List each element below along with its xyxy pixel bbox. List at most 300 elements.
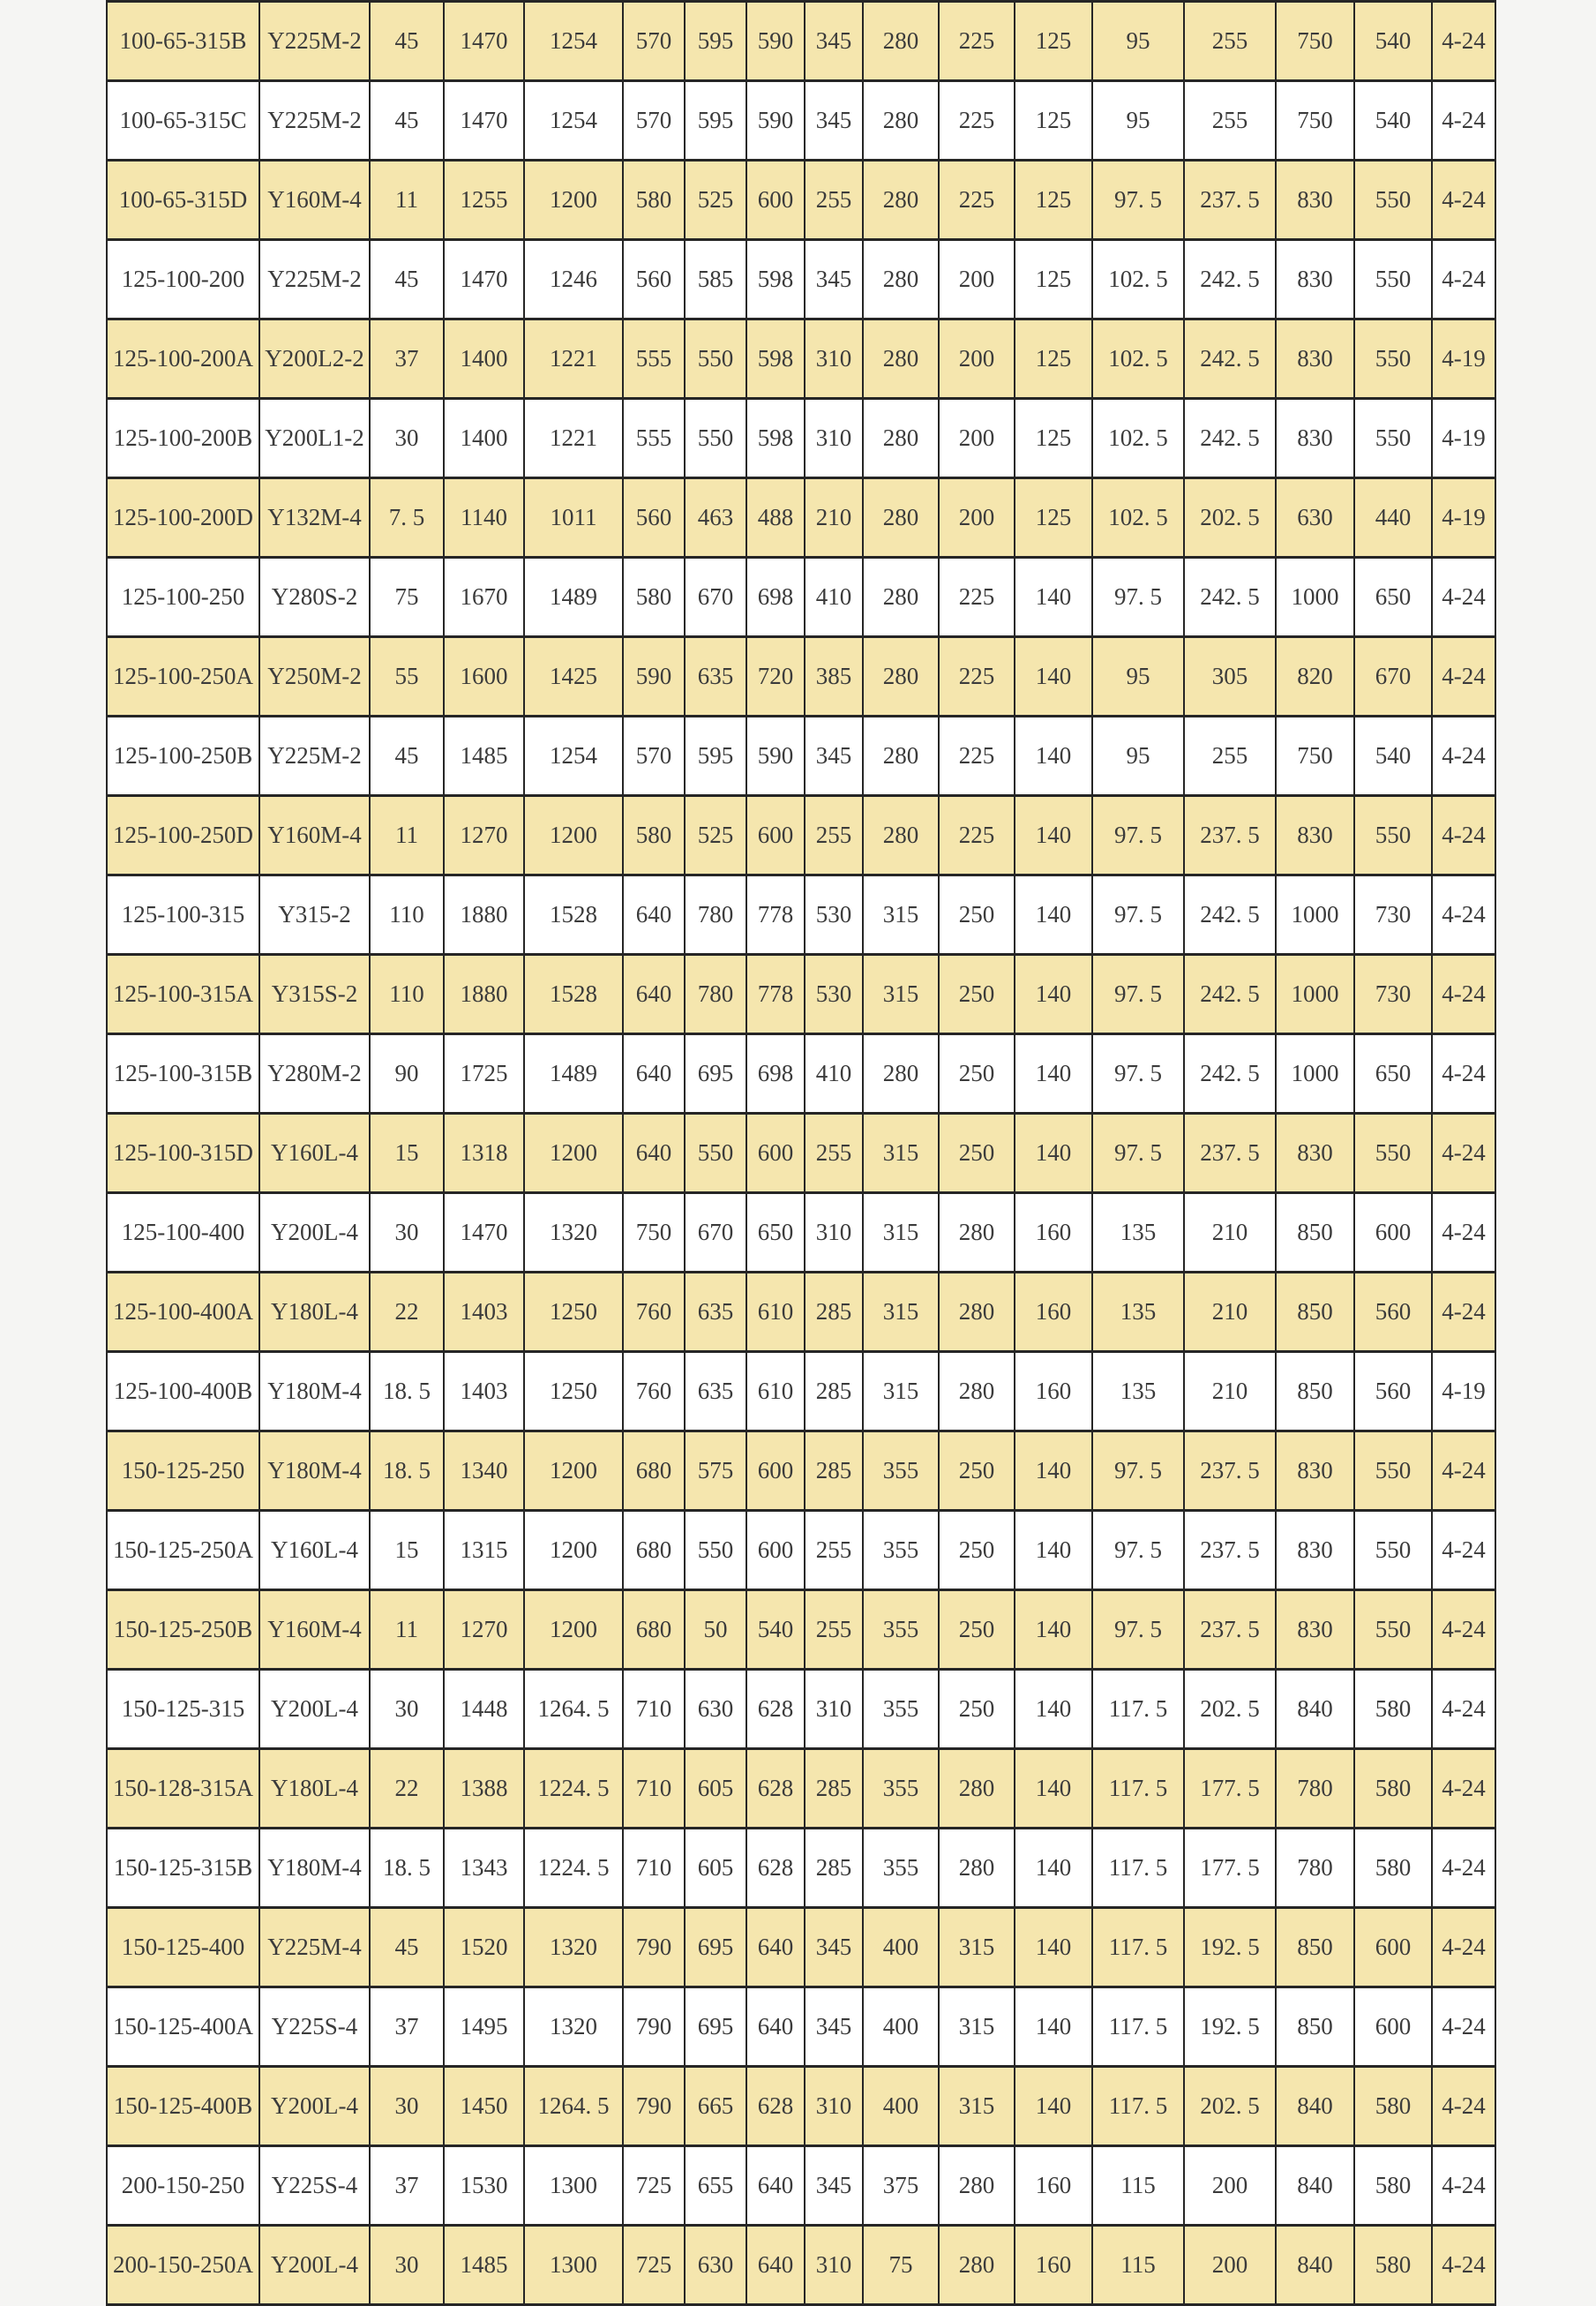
motor-model-cell: Y180M-4 <box>259 1829 370 1908</box>
value-cell: 75 <box>863 2226 939 2305</box>
value-cell: 590 <box>746 81 805 161</box>
table-row <box>107 319 1495 399</box>
value-cell: 160 <box>1015 2146 1092 2226</box>
table-row <box>107 161 1495 240</box>
value-cell: 310 <box>805 2226 863 2305</box>
value-cell: 355 <box>863 1749 939 1829</box>
value-cell: 440 <box>1354 478 1432 558</box>
value-cell: 1485 <box>444 2226 524 2305</box>
value-cell: 125 <box>1015 81 1092 161</box>
value-cell: 595 <box>685 2 746 81</box>
value-cell: 140 <box>1015 955 1092 1034</box>
value-cell: 550 <box>1354 1114 1432 1193</box>
value-cell: 750 <box>623 1193 685 1273</box>
table-row <box>107 1193 1495 1273</box>
value-cell: 97. 5 <box>1092 875 1184 955</box>
value-cell: 345 <box>805 1987 863 2067</box>
value-cell: 202. 5 <box>1184 1670 1276 1749</box>
pump-model-cell: 150-125-250 <box>107 1431 259 1511</box>
value-cell: 1224. 5 <box>524 1829 623 1908</box>
motor-model-cell: Y200L-4 <box>259 2226 370 2305</box>
value-cell: 18. 5 <box>370 1352 444 1431</box>
value-cell: 97. 5 <box>1092 796 1184 875</box>
value-cell: 1448 <box>444 1670 524 1749</box>
value-cell: 110 <box>370 955 444 1034</box>
value-cell: 600 <box>746 1114 805 1193</box>
value-cell: 698 <box>746 1034 805 1114</box>
value-cell: 580 <box>1354 1670 1432 1749</box>
value-cell: 225 <box>939 717 1015 796</box>
motor-model-cell: Y280S-2 <box>259 558 370 637</box>
value-cell: 640 <box>746 1908 805 1987</box>
value-cell: 550 <box>1354 399 1432 478</box>
value-cell: 285 <box>805 1273 863 1352</box>
table-row <box>107 1590 1495 1670</box>
value-cell: 250 <box>939 1670 1015 1749</box>
value-cell: 1224. 5 <box>524 1749 623 1829</box>
value-cell: 600 <box>746 1431 805 1511</box>
value-cell: 285 <box>805 1352 863 1431</box>
value-cell: 1255 <box>444 161 524 240</box>
value-cell: 280 <box>939 1749 1015 1829</box>
value-cell: 280 <box>863 240 939 319</box>
value-cell: 75 <box>370 558 444 637</box>
value-cell: 280 <box>863 478 939 558</box>
value-cell: 315 <box>863 1193 939 1273</box>
value-cell: 1200 <box>524 1590 623 1670</box>
table-row <box>107 637 1495 717</box>
value-cell: 750 <box>1276 717 1354 796</box>
value-cell: 225 <box>939 161 1015 240</box>
value-cell: 555 <box>623 319 685 399</box>
value-cell: 590 <box>746 2 805 81</box>
value-cell: 4-24 <box>1432 1670 1495 1749</box>
table-row <box>107 1034 1495 1114</box>
value-cell: 550 <box>1354 240 1432 319</box>
motor-model-cell: Y225S-4 <box>259 2146 370 2226</box>
value-cell: 1400 <box>444 399 524 478</box>
value-cell: 635 <box>685 1352 746 1431</box>
table-row <box>107 399 1495 478</box>
value-cell: 18. 5 <box>370 1829 444 1908</box>
pump-model-cell: 125-100-315A <box>107 955 259 1034</box>
value-cell: 710 <box>623 1749 685 1829</box>
value-cell: 665 <box>685 2067 746 2146</box>
value-cell: 1485 <box>444 717 524 796</box>
value-cell: 102. 5 <box>1092 319 1184 399</box>
value-cell: 355 <box>863 1829 939 1908</box>
value-cell: 605 <box>685 1749 746 1829</box>
value-cell: 242. 5 <box>1184 399 1276 478</box>
value-cell: 55 <box>370 637 444 717</box>
pump-model-cell: 200-150-250A <box>107 2226 259 2305</box>
value-cell: 242. 5 <box>1184 1034 1276 1114</box>
value-cell: 560 <box>1354 1273 1432 1352</box>
value-cell: 610 <box>746 1273 805 1352</box>
value-cell: 650 <box>1354 1034 1432 1114</box>
value-cell: 97. 5 <box>1092 955 1184 1034</box>
value-cell: 640 <box>623 1114 685 1193</box>
value-cell: 4-24 <box>1432 1749 1495 1829</box>
value-cell: 345 <box>805 2146 863 2226</box>
value-cell: 840 <box>1276 1670 1354 1749</box>
value-cell: 310 <box>805 1670 863 1749</box>
value-cell: 117. 5 <box>1092 2067 1184 2146</box>
value-cell: 242. 5 <box>1184 558 1276 637</box>
table-row <box>107 1908 1495 1987</box>
value-cell: 1000 <box>1276 875 1354 955</box>
value-cell: 315 <box>939 1908 1015 1987</box>
value-cell: 15 <box>370 1114 444 1193</box>
value-cell: 635 <box>685 1273 746 1352</box>
value-cell: 640 <box>746 1987 805 2067</box>
value-cell: 177. 5 <box>1184 1749 1276 1829</box>
value-cell: 345 <box>805 2 863 81</box>
value-cell: 115 <box>1092 2226 1184 2305</box>
value-cell: 140 <box>1015 875 1092 955</box>
value-cell: 850 <box>1276 1987 1354 2067</box>
value-cell: 840 <box>1276 2146 1354 2226</box>
pump-model-cell: 150-125-250A <box>107 1511 259 1590</box>
value-cell: 830 <box>1276 319 1354 399</box>
value-cell: 730 <box>1354 955 1432 1034</box>
value-cell: 210 <box>1184 1193 1276 1273</box>
value-cell: 280 <box>863 558 939 637</box>
motor-model-cell: Y225S-4 <box>259 1987 370 2067</box>
value-cell: 355 <box>863 1511 939 1590</box>
value-cell: 30 <box>370 1193 444 1273</box>
value-cell: 4-24 <box>1432 955 1495 1034</box>
value-cell: 4-24 <box>1432 2067 1495 2146</box>
value-cell: 1880 <box>444 875 524 955</box>
value-cell: 1495 <box>444 1987 524 2067</box>
value-cell: 1403 <box>444 1273 524 1352</box>
value-cell: 225 <box>939 2 1015 81</box>
motor-model-cell: Y160M-4 <box>259 796 370 875</box>
value-cell: 1000 <box>1276 955 1354 1034</box>
value-cell: 1600 <box>444 637 524 717</box>
value-cell: 530 <box>805 875 863 955</box>
value-cell: 355 <box>863 1670 939 1749</box>
value-cell: 4-24 <box>1432 1829 1495 1908</box>
value-cell: 650 <box>1354 558 1432 637</box>
value-cell: 560 <box>1354 1352 1432 1431</box>
value-cell: 628 <box>746 1749 805 1829</box>
value-cell: 698 <box>746 558 805 637</box>
pump-model-cell: 125-100-400A <box>107 1273 259 1352</box>
value-cell: 1400 <box>444 319 524 399</box>
value-cell: 140 <box>1015 717 1092 796</box>
value-cell: 1528 <box>524 955 623 1034</box>
table-row <box>107 875 1495 955</box>
value-cell: 1388 <box>444 1749 524 1829</box>
value-cell: 30 <box>370 2226 444 2305</box>
value-cell: 37 <box>370 2146 444 2226</box>
motor-model-cell: Y180M-4 <box>259 1431 370 1511</box>
value-cell: 160 <box>1015 1273 1092 1352</box>
value-cell: 4-24 <box>1432 161 1495 240</box>
value-cell: 1880 <box>444 955 524 1034</box>
value-cell: 4-24 <box>1432 2 1495 81</box>
value-cell: 1725 <box>444 1034 524 1114</box>
value-cell: 598 <box>746 240 805 319</box>
value-cell: 580 <box>1354 2067 1432 2146</box>
motor-model-cell: Y200L2-2 <box>259 319 370 399</box>
value-cell: 628 <box>746 2067 805 2146</box>
value-cell: 830 <box>1276 240 1354 319</box>
value-cell: 410 <box>805 1034 863 1114</box>
value-cell: 1528 <box>524 875 623 955</box>
value-cell: 1315 <box>444 1511 524 1590</box>
value-cell: 600 <box>746 796 805 875</box>
value-cell: 225 <box>939 558 1015 637</box>
value-cell: 90 <box>370 1034 444 1114</box>
value-cell: 160 <box>1015 2226 1092 2305</box>
value-cell: 4-24 <box>1432 1511 1495 1590</box>
value-cell: 242. 5 <box>1184 240 1276 319</box>
value-cell: 375 <box>863 2146 939 2226</box>
value-cell: 575 <box>685 1431 746 1511</box>
value-cell: 1254 <box>524 81 623 161</box>
value-cell: 280 <box>863 717 939 796</box>
value-cell: 15 <box>370 1511 444 1590</box>
pump-model-cell: 125-100-200D <box>107 478 259 558</box>
value-cell: 30 <box>370 399 444 478</box>
value-cell: 1200 <box>524 161 623 240</box>
value-cell: 45 <box>370 1908 444 1987</box>
value-cell: 463 <box>685 478 746 558</box>
value-cell: 4-24 <box>1432 1987 1495 2067</box>
value-cell: 102. 5 <box>1092 399 1184 478</box>
value-cell: 160 <box>1015 1352 1092 1431</box>
value-cell: 315 <box>863 875 939 955</box>
value-cell: 117. 5 <box>1092 1670 1184 1749</box>
value-cell: 315 <box>939 1987 1015 2067</box>
value-cell: 410 <box>805 558 863 637</box>
value-cell: 97. 5 <box>1092 161 1184 240</box>
value-cell: 30 <box>370 2067 444 2146</box>
value-cell: 255 <box>1184 81 1276 161</box>
value-cell: 255 <box>805 1511 863 1590</box>
value-cell: 4-24 <box>1432 240 1495 319</box>
pump-model-cell: 125-100-315 <box>107 875 259 955</box>
value-cell: 140 <box>1015 1670 1092 1749</box>
value-cell: 630 <box>685 1670 746 1749</box>
value-cell: 400 <box>863 1987 939 2067</box>
value-cell: 780 <box>1276 1829 1354 1908</box>
value-cell: 1246 <box>524 240 623 319</box>
value-cell: 780 <box>685 955 746 1034</box>
value-cell: 790 <box>623 2067 685 2146</box>
value-cell: 598 <box>746 319 805 399</box>
value-cell: 560 <box>623 478 685 558</box>
value-cell: 695 <box>685 1908 746 1987</box>
value-cell: 280 <box>939 1193 1015 1273</box>
value-cell: 605 <box>685 1829 746 1908</box>
value-cell: 315 <box>863 955 939 1034</box>
value-cell: 1200 <box>524 1511 623 1590</box>
value-cell: 310 <box>805 399 863 478</box>
value-cell: 11 <box>370 1590 444 1670</box>
value-cell: 580 <box>623 161 685 240</box>
value-cell: 140 <box>1015 637 1092 717</box>
value-cell: 1343 <box>444 1829 524 1908</box>
pump-model-cell: 100-65-315D <box>107 161 259 240</box>
pump-model-cell: 125-100-200B <box>107 399 259 478</box>
value-cell: 4-24 <box>1432 2226 1495 2305</box>
value-cell: 250 <box>939 1034 1015 1114</box>
pump-model-cell: 150-125-315 <box>107 1670 259 1749</box>
motor-model-cell: Y160M-4 <box>259 161 370 240</box>
value-cell: 280 <box>939 1829 1015 1908</box>
value-cell: 820 <box>1276 637 1354 717</box>
value-cell: 250 <box>939 1114 1015 1193</box>
value-cell: 280 <box>863 319 939 399</box>
table-row <box>107 955 1495 1034</box>
value-cell: 1318 <box>444 1114 524 1193</box>
value-cell: 590 <box>623 637 685 717</box>
value-cell: 1520 <box>444 1908 524 1987</box>
value-cell: 250 <box>939 875 1015 955</box>
value-cell: 255 <box>1184 2 1276 81</box>
value-cell: 95 <box>1092 2 1184 81</box>
value-cell: 280 <box>939 2226 1015 2305</box>
motor-model-cell: Y180L-4 <box>259 1749 370 1829</box>
value-cell: 830 <box>1276 161 1354 240</box>
value-cell: 790 <box>623 1908 685 1987</box>
value-cell: 4-19 <box>1432 1352 1495 1431</box>
value-cell: 600 <box>1354 1987 1432 2067</box>
value-cell: 140 <box>1015 2067 1092 2146</box>
value-cell: 345 <box>805 717 863 796</box>
value-cell: 780 <box>1276 1749 1354 1829</box>
value-cell: 695 <box>685 1987 746 2067</box>
value-cell: 710 <box>623 1829 685 1908</box>
value-cell: 4-24 <box>1432 1034 1495 1114</box>
table-row <box>107 2146 1495 2226</box>
value-cell: 4-24 <box>1432 81 1495 161</box>
value-cell: 117. 5 <box>1092 1829 1184 1908</box>
value-cell: 550 <box>1354 1431 1432 1511</box>
value-cell: 850 <box>1276 1273 1354 1352</box>
value-cell: 790 <box>623 1987 685 2067</box>
value-cell: 117. 5 <box>1092 1749 1184 1829</box>
value-cell: 250 <box>939 1431 1015 1511</box>
value-cell: 140 <box>1015 796 1092 875</box>
value-cell: 830 <box>1276 1511 1354 1590</box>
value-cell: 680 <box>623 1590 685 1670</box>
value-cell: 237. 5 <box>1184 161 1276 240</box>
value-cell: 345 <box>805 81 863 161</box>
value-cell: 95 <box>1092 717 1184 796</box>
value-cell: 850 <box>1276 1908 1354 1987</box>
motor-model-cell: Y160L-4 <box>259 1511 370 1590</box>
value-cell: 750 <box>1276 2 1354 81</box>
value-cell: 7. 5 <box>370 478 444 558</box>
value-cell: 97. 5 <box>1092 1034 1184 1114</box>
motor-model-cell: Y160L-4 <box>259 1114 370 1193</box>
value-cell: 310 <box>805 319 863 399</box>
value-cell: 45 <box>370 717 444 796</box>
value-cell: 355 <box>863 1431 939 1511</box>
pump-model-cell: 125-100-400B <box>107 1352 259 1431</box>
table-row <box>107 717 1495 796</box>
value-cell: 600 <box>746 1511 805 1590</box>
motor-model-cell: Y315S-2 <box>259 955 370 1034</box>
value-cell: 237. 5 <box>1184 1511 1276 1590</box>
value-cell: 780 <box>685 875 746 955</box>
value-cell: 117. 5 <box>1092 1908 1184 1987</box>
value-cell: 560 <box>623 240 685 319</box>
value-cell: 140 <box>1015 1034 1092 1114</box>
value-cell: 778 <box>746 875 805 955</box>
value-cell: 30 <box>370 1670 444 1749</box>
value-cell: 1270 <box>444 1590 524 1670</box>
value-cell: 550 <box>685 1114 746 1193</box>
value-cell: 18. 5 <box>370 1431 444 1511</box>
pump-model-cell: 150-125-400A <box>107 1987 259 2067</box>
table-row <box>107 1749 1495 1829</box>
motor-model-cell: Y180L-4 <box>259 1273 370 1352</box>
table-row <box>107 478 1495 558</box>
value-cell: 37 <box>370 1987 444 2067</box>
value-cell: 850 <box>1276 1193 1354 1273</box>
value-cell: 540 <box>1354 2 1432 81</box>
value-cell: 102. 5 <box>1092 240 1184 319</box>
value-cell: 830 <box>1276 796 1354 875</box>
value-cell: 255 <box>1184 717 1276 796</box>
value-cell: 830 <box>1276 1590 1354 1670</box>
value-cell: 570 <box>623 717 685 796</box>
value-cell: 550 <box>1354 1511 1432 1590</box>
value-cell: 1470 <box>444 81 524 161</box>
value-cell: 1320 <box>524 1987 623 2067</box>
value-cell: 237. 5 <box>1184 1590 1276 1670</box>
value-cell: 242. 5 <box>1184 955 1276 1034</box>
value-cell: 1000 <box>1276 558 1354 637</box>
value-cell: 640 <box>746 2226 805 2305</box>
value-cell: 345 <box>805 1908 863 1987</box>
value-cell: 192. 5 <box>1184 1908 1276 1987</box>
value-cell: 4-24 <box>1432 796 1495 875</box>
value-cell: 720 <box>746 637 805 717</box>
value-cell: 680 <box>623 1431 685 1511</box>
value-cell: 305 <box>1184 637 1276 717</box>
value-cell: 540 <box>1354 81 1432 161</box>
value-cell: 255 <box>805 796 863 875</box>
value-cell: 200 <box>1184 2146 1276 2226</box>
table-row <box>107 2226 1495 2305</box>
value-cell: 590 <box>746 717 805 796</box>
value-cell: 4-24 <box>1432 1431 1495 1511</box>
pump-model-cell: 125-100-250D <box>107 796 259 875</box>
value-cell: 4-24 <box>1432 717 1495 796</box>
value-cell: 710 <box>623 1670 685 1749</box>
table-row <box>107 2067 1495 2146</box>
value-cell: 840 <box>1276 2067 1354 2146</box>
value-cell: 97. 5 <box>1092 1114 1184 1193</box>
value-cell: 760 <box>623 1352 685 1431</box>
value-cell: 22 <box>370 1749 444 1829</box>
value-cell: 680 <box>623 1511 685 1590</box>
table-row <box>107 1829 1495 1908</box>
value-cell: 840 <box>1276 2226 1354 2305</box>
value-cell: 778 <box>746 955 805 1034</box>
value-cell: 1320 <box>524 1908 623 1987</box>
value-cell: 140 <box>1015 1114 1092 1193</box>
value-cell: 242. 5 <box>1184 319 1276 399</box>
value-cell: 237. 5 <box>1184 1114 1276 1193</box>
